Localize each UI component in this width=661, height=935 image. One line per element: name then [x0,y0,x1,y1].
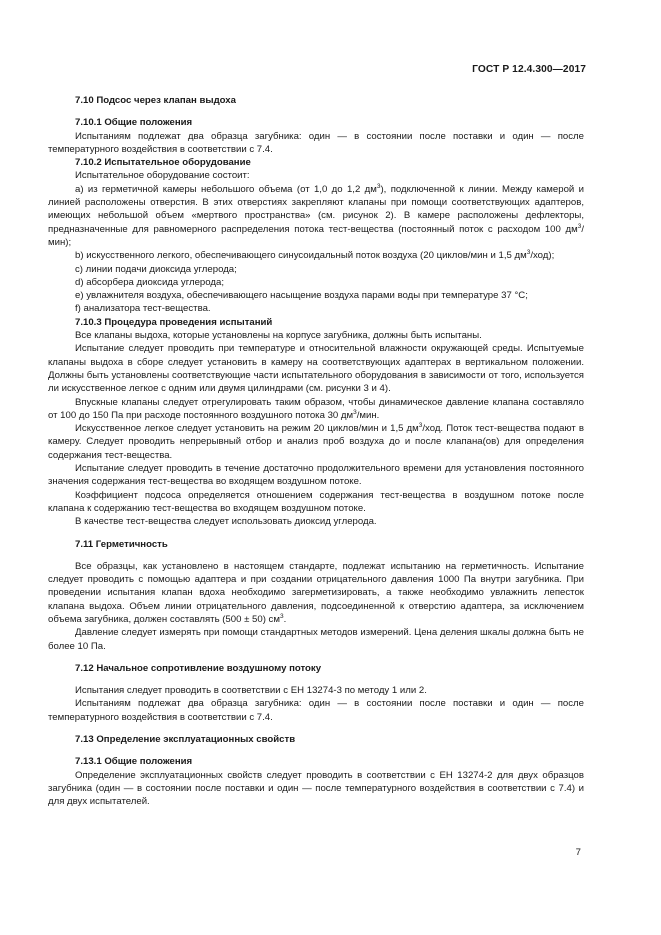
list-item-b: b) искусственного легкого, обеспечивающего синусоидальный поток воздуха (20 циклов/мин и 1,5 $дм^3/ход$); [75,249,555,262]
paragraph: Давление следует измерять при помощи стандартных методов измерений. Цена деления шкалы должна быть не более 10 Па. [48,627,584,652]
paragraph: Испытание следует проводить при температуре и относительной влажности окружающей среды. Испытуемые клапаны выдоха в сборе следует установить в камеру на соответствующих адаптерах в вертикальном положении. Должны быть установлены соответствующие части испытательного оборудования в зависимости от того, используется ли искусственное легкое с одним или двумя цилиндрами (см. рисунки 3 и 4). [48,343,584,395]
list-item-c: c) линии подачи диоксида углерода; [75,263,237,275]
subsection-heading-7-10-2: 7.10.2 Испытательное оборудование [75,157,251,169]
document-body [48,94,584,809]
list-item-e: e) увлажнителя воздуха, обеспечивающего насыщение воздуха парами воды при температуре 37 °С; [75,290,528,302]
section-heading-7-11: 7.11 Герметичность [75,538,168,550]
list-item-d: d) абсорбера диоксида углерода; [75,276,224,288]
page-number: 7 [575,847,581,858]
subsection-heading-7-10-3: 7.10.3 Процедура проведения испытаний [75,316,273,328]
section-heading-7-10: 7.10 Подсос через клапан выдоха [75,95,236,106]
document-header: ГОСТ Р 12.4.300—2017 [472,64,586,75]
paragraph: Испытания следует проводить в соответствии с ЕН 13274-3 по методу 1 или 2. [75,685,427,697]
paragraph: Все клапаны выдоха, которые установлены на корпусе загубника, должны быть испытаны. [75,330,482,342]
subsection-heading-7-10-1: 7.10.1 Общие положения [75,117,193,129]
paragraph: Испытаниям подлежат два образца загубника: один — в состоянии после поставки и один — после температурного воздействия в соответствии с 7.4. [48,698,584,723]
paragraph: Определение эксплуатационных свойств следует проводить в соответствии с ЕН 13274-2 для двух образцов загубника (один — в состоянии после поставки и один — после температурного воздействия в соответствии с 7.4) и для двух испытателей. [48,769,584,808]
section-heading-7-12: 7.12 Начальное сопротивление воздушному потоку [75,662,322,674]
list-item-a: а) из герметичной камеры небольшого объема (от 1,0 до 1,2 $дм^3$), подключенной к линии. Между камерой и линией расположены отверстия. В этих отверстиях закрепляют клапаны при помощи соответствующих адаптеров, имеющих небольшой объем «мертвого пространства» (см. рисунок 2). В камере расположены дефлекторы, предназначенные для равномерного распределения потока тест-вещества (постоянный поток с расходом 100 $дм^3/мин$); [48,182,584,248]
paragraph: Испытаниям подлежат два образца загубника: один — в состоянии после поставки и один — после температурного воздействия в соответствии с 7.4. [48,130,584,155]
section-heading-7-13: 7.13 Определение эксплуатационных свойств [75,734,296,746]
paragraph: В качестве тест-вещества следует использовать диоксид углерода. [75,516,377,528]
paragraph: Впускные клапаны следует отрегулировать таким образом, чтобы динамическое давление клапана составляло от 100 до 150 Па при расходе постоянного воздушного потока 30 $дм^3$/мин. [48,396,584,421]
paragraph: Все образцы, как установлено в настоящем стандарте, подлежат испытанию на герметичность. Испытание следует проводить с помощью адаптера и при создании отрицательного давления 1000 Па внутри загубника. При проведении испытания клапан вдоха необходимо загерметизировать, а также необходимо увлажнить лепесток клапана выдоха. Объем линии отрицательного давления, подсоединенной к отверстию адаптера, за исключением объема загубника, должен составлять (500 ± 50) $см^3$. [48,560,584,625]
paragraph: Испытание следует проводить в течение достаточно продолжительного времени для установления постоянного значения содержания тест-вещества во входящем воздушном потоке. [48,463,584,488]
paragraph: Коэффициент подсоса определяется отношением содержания тест-вещества в воздушном потоке после клапана к содержанию тест-вещества во входящем воздушном потоке. [48,489,584,514]
paragraph: Искусственное легкое следует установить на режим 20 циклов/мин и 1,5 $дм^3$/ход. Поток тест-вещества подают в камеру. Следует проводить непрерывный отбор и анализ проб воздуха до и после клапана(ов) для определения содержания тест-вещества. [48,421,584,461]
list-item-f: f) анализатора тест-вещества. [75,303,211,315]
paragraph: Испытательное оборудование состоит: [75,170,250,182]
subsection-heading-7-13-1: 7.13.1 Общие положения [75,756,193,768]
